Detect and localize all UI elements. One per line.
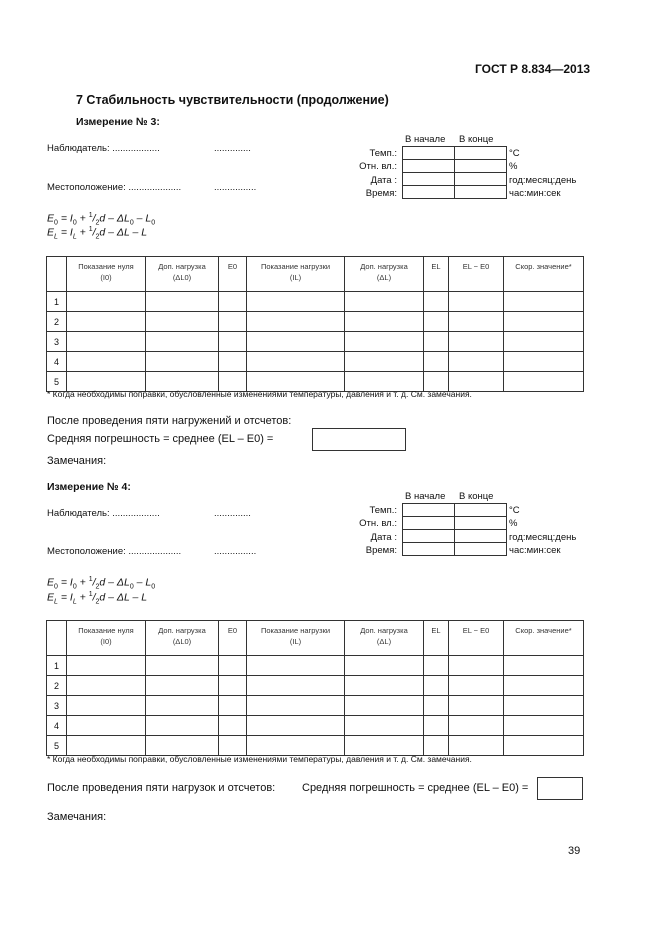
table-row: 3 xyxy=(47,696,584,716)
col-header-load-reading: Показание нагрузки (IL) xyxy=(247,621,345,656)
m4-after-label: После проведения пяти нагрузок и отсчетов: xyxy=(47,782,276,794)
table-row: 2 xyxy=(47,312,584,332)
m4-results-table xyxy=(46,620,584,756)
table-row: 5 xyxy=(47,372,584,392)
table-row: 2 xyxy=(47,676,584,696)
m4-formula-el: $E_L = I_L + ^1/_2d - \Delta L - L$ xyxy=(47,591,148,606)
table-header-row xyxy=(47,621,584,656)
measurement-3-title: Измерение № 3: xyxy=(76,116,160,128)
m4-humidity-unit: % xyxy=(509,518,518,529)
m4-formula-e0: $E_0 = I_0 + ^1/_2d - \Delta L_0 - L_0$ xyxy=(47,576,156,591)
col-header-zero-reading: Показание нуля (I0) xyxy=(67,621,146,656)
section-title: 7 Стабильность чувствительности (продолжение) xyxy=(76,93,389,107)
m4-temp-label: Темп.: xyxy=(369,505,397,516)
m4-time-start[interactable] xyxy=(403,543,455,556)
m3-temp-label: Темп.: xyxy=(369,148,397,159)
m4-humidity-label: Отн. вл.: xyxy=(359,518,397,529)
m4-time-unit: час:мин:сек xyxy=(509,545,561,556)
m3-time-end[interactable] xyxy=(455,186,507,199)
m3-col-start: В начале xyxy=(405,134,446,145)
m4-average-input[interactable] xyxy=(537,777,583,800)
m4-temp-unit: °C xyxy=(509,505,520,516)
standard-number: ГОСТ Р 8.834—2013 xyxy=(475,62,591,76)
m3-temp-end[interactable] xyxy=(455,147,507,160)
m4-humidity-start[interactable] xyxy=(403,517,455,530)
m3-formula-e0: $E_0 = I_0 + ^1/_2d - \Delta L_0 - L_0$ xyxy=(47,212,156,227)
m4-footnote: * Когда необходимы поправки, обусловленные изменениями температуры, давления и т. д. См. замечания. xyxy=(47,754,472,764)
measurement-4-title: Измерение № 4: xyxy=(47,481,131,493)
m4-humidity-end[interactable] xyxy=(455,517,507,530)
col-header-e0: E0 xyxy=(219,257,247,292)
table-row: 1 xyxy=(47,656,584,676)
page-number: 39 xyxy=(568,845,581,857)
m3-observer-dots: .............. xyxy=(214,143,251,154)
m3-formula-el: $E_L = I_L + ^1/_2d - \Delta L - L$ xyxy=(47,226,148,241)
m3-temp-start[interactable] xyxy=(403,147,455,160)
table-header-row xyxy=(47,257,584,292)
col-header-corrected: Скор. значение* xyxy=(504,257,584,292)
m3-footnote: * Когда необходимы поправки, обусловленные изменениями температуры, давления и т. д. См. замечания. xyxy=(47,389,472,399)
m4-date-end[interactable] xyxy=(455,530,507,543)
m3-date-label: Дата : xyxy=(370,175,397,186)
table-row: 5 xyxy=(47,736,584,756)
col-header-el-e0: EL − E0 xyxy=(449,621,504,656)
m3-average-label: Средняя погрешность = среднее (EL – E0) = xyxy=(47,433,274,445)
m3-date-start[interactable] xyxy=(403,173,455,186)
m3-average-input[interactable] xyxy=(312,428,406,451)
col-header-el-e0: EL − E0 xyxy=(449,257,504,292)
m4-average-label: Средняя погрешность = среднее (EL – E0) = xyxy=(302,782,529,794)
table-row: 4 xyxy=(47,716,584,736)
m3-location-label: Местоположение: .................... xyxy=(47,182,182,193)
m4-location-label: Местоположение: .................... xyxy=(47,546,182,557)
col-header-extra-load-0: Доп. нагрузка (ΔL0) xyxy=(146,621,219,656)
col-header-el: EL xyxy=(424,257,449,292)
col-header-zero-reading: Показание нуля (I0) xyxy=(67,257,146,292)
m4-date-label: Дата : xyxy=(370,532,397,543)
col-header-extra-load: Доп. нагрузка (ΔL) xyxy=(345,257,424,292)
m3-date-unit: год:месяц:день xyxy=(509,175,577,186)
col-header-extra-load: Доп. нагрузка (ΔL) xyxy=(345,621,424,656)
m4-temp-start[interactable] xyxy=(403,504,455,517)
m3-after-label: После проведения пяти нагружений и отсчетов: xyxy=(47,415,292,427)
m3-location-dots: ................ xyxy=(214,182,257,193)
m4-date-unit: год:месяц:день xyxy=(509,532,577,543)
m3-humidity-unit: % xyxy=(509,161,518,172)
m4-time-end[interactable] xyxy=(455,543,507,556)
m3-remarks-label: Замечания: xyxy=(47,455,107,467)
m3-humidity-label: Отн. вл.: xyxy=(359,161,397,172)
m4-time-label: Время: xyxy=(365,545,397,556)
m4-observer-label: Наблюдатель: .................. xyxy=(47,508,160,519)
m3-date-end[interactable] xyxy=(455,173,507,186)
col-header-num xyxy=(47,257,67,292)
col-header-e0: E0 xyxy=(219,621,247,656)
m3-temp-unit: °C xyxy=(509,148,520,159)
m3-time-unit: час:мин:сек xyxy=(509,188,561,199)
m4-conditions-grid xyxy=(402,503,507,556)
m4-col-start: В начале xyxy=(405,491,446,502)
table-row: 4 xyxy=(47,352,584,372)
m3-humidity-end[interactable] xyxy=(455,160,507,173)
m3-time-label: Время: xyxy=(365,188,397,199)
m4-date-start[interactable] xyxy=(403,530,455,543)
m3-col-end: В конце xyxy=(459,134,494,145)
col-header-load-reading: Показание нагрузки (IL) xyxy=(247,257,345,292)
m3-humidity-start[interactable] xyxy=(403,160,455,173)
m4-remarks-label: Замечания: xyxy=(47,811,107,823)
m3-conditions-grid xyxy=(402,146,507,199)
table-row: 1 xyxy=(47,292,584,312)
col-header-el: EL xyxy=(424,621,449,656)
m4-temp-end[interactable] xyxy=(455,504,507,517)
m4-observer-dots: .............. xyxy=(214,508,251,519)
m3-observer-label: Наблюдатель: .................. xyxy=(47,143,160,154)
col-header-extra-load-0: Доп. нагрузка (ΔL0) xyxy=(146,257,219,292)
col-header-num xyxy=(47,621,67,656)
m4-col-end: В конце xyxy=(459,491,494,502)
m3-time-start[interactable] xyxy=(403,186,455,199)
col-header-corrected: Скор. значение* xyxy=(504,621,584,656)
m3-results-table xyxy=(46,256,584,392)
table-row: 3 xyxy=(47,332,584,352)
m4-location-dots: ................ xyxy=(214,546,257,557)
